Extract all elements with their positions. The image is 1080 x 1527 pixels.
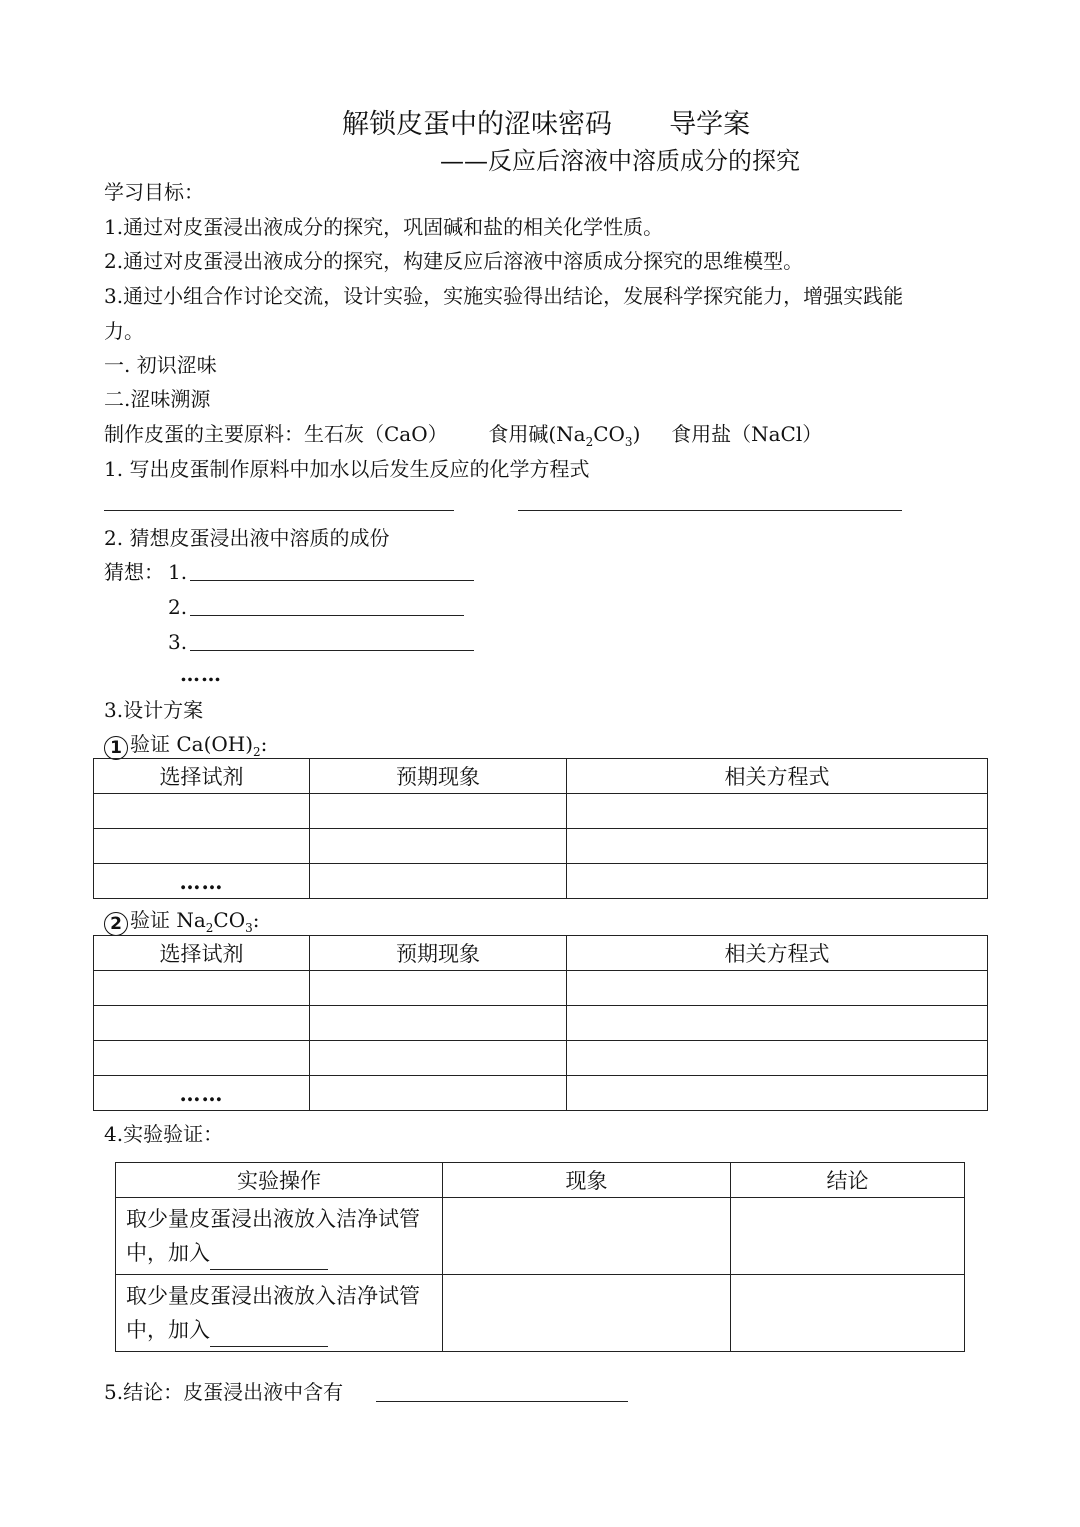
experiment-table [115, 1162, 965, 1352]
circled-number: 2 [104, 912, 128, 936]
operation-text: 取少量皮蛋浸出液放入洁净试管 [126, 1284, 420, 1308]
table-ellipsis: …… [94, 864, 310, 899]
plan2-table [93, 935, 988, 1111]
materials-cao: 制作皮蛋的主要原料：生石灰（CaO） [104, 422, 448, 446]
circled-number: 1 [104, 736, 128, 760]
objective-item: 力。 [104, 319, 144, 343]
table-ellipsis: …… [94, 1076, 310, 1111]
table-cell[interactable] [567, 971, 988, 1006]
question-5: 5.结论：皮蛋浸出液中含有 [104, 1380, 344, 1404]
table-cell[interactable] [567, 1076, 988, 1111]
objective-item: 3.通过小组合作讨论交流，设计实验，实施实验得出结论，发展科学探究能力，增强实践能 [104, 284, 904, 308]
materials-line [104, 420, 822, 456]
guess-number: 3. [168, 630, 188, 654]
table-cell[interactable] [567, 829, 988, 864]
table-cell[interactable] [310, 864, 567, 899]
table-header: 现象 [443, 1163, 731, 1198]
table-header: 预期现象 [310, 936, 567, 971]
table-header: 相关方程式 [567, 936, 988, 971]
table-cell[interactable] [310, 1076, 567, 1111]
table-header: 结论 [731, 1163, 965, 1198]
question-2: 2. 猜想皮蛋浸出液中溶质的成份 [104, 526, 390, 550]
table-cell[interactable] [310, 971, 567, 1006]
table-cell[interactable] [310, 1006, 567, 1041]
guess-label: 猜想： [104, 560, 164, 584]
table-cell[interactable] [567, 1041, 988, 1076]
table-cell[interactable] [94, 971, 310, 1006]
document-subtitle: ——反应后溶液中溶质成分的探究 [440, 147, 800, 175]
question-3: 3.设计方案 [104, 698, 204, 722]
objective-item: 1.通过对皮蛋浸出液成分的探究，巩固碱和盐的相关化学性质。 [104, 215, 664, 239]
table-header: 选择试剂 [94, 936, 310, 971]
table-header: 实验操作 [116, 1163, 443, 1198]
reagent-blank[interactable] [210, 1324, 328, 1347]
plan2-label: 2 验证 $Na_2CO_3$: [104, 906, 260, 942]
title-tag: 导学案 [669, 109, 751, 140]
section-heading-1: 一. 初识涩味 [104, 353, 217, 377]
plan1-table [93, 758, 988, 899]
table-cell[interactable] [94, 1006, 310, 1041]
guess-line[interactable] [190, 650, 474, 651]
answer-line[interactable] [104, 510, 454, 511]
document-title [342, 102, 750, 141]
title-text: 解锁皮蛋中的涩味密码 [342, 109, 612, 140]
materials-soda: 食用碱$(Na_2CO_3)$ [488, 422, 641, 449]
experiment-operation-cell [116, 1198, 443, 1275]
operation-text: 中，加入 [126, 1241, 210, 1265]
reagent-blank[interactable] [210, 1247, 328, 1270]
experiment-operation-cell [116, 1275, 443, 1352]
table-cell[interactable] [567, 864, 988, 899]
table-cell[interactable] [94, 829, 310, 864]
guess-line[interactable] [190, 580, 474, 581]
table-cell[interactable] [310, 794, 567, 829]
conclusion-line[interactable] [376, 1401, 628, 1402]
table-cell[interactable] [94, 1041, 310, 1076]
guess-ellipsis: …… [180, 662, 222, 686]
objectives-heading: 学习目标： [104, 180, 204, 204]
objective-item: 2.通过对皮蛋浸出液成分的探究，构建反应后溶液中溶质成分探究的思维模型。 [104, 249, 804, 273]
guess-number: 2. [168, 595, 188, 619]
table-cell[interactable] [310, 1041, 567, 1076]
table-cell[interactable] [731, 1198, 965, 1275]
table-cell[interactable] [443, 1198, 731, 1275]
table-header: 预期现象 [310, 759, 567, 794]
table-header: 相关方程式 [567, 759, 988, 794]
table-cell[interactable] [567, 794, 988, 829]
table-cell[interactable] [94, 794, 310, 829]
question-1: 1. 写出皮蛋制作原料中加水以后发生反应的化学方程式 [104, 457, 590, 481]
operation-text: 取少量皮蛋浸出液放入洁净试管 [126, 1207, 420, 1231]
question-4: 4.实验验证： [104, 1122, 224, 1146]
plan1-label: 1 验证 $Ca(OH)_2$: [104, 730, 267, 766]
section-heading-2: 二.涩味溯源 [104, 387, 211, 411]
guess-line[interactable] [190, 615, 464, 616]
table-cell[interactable] [567, 1006, 988, 1041]
answer-line[interactable] [518, 510, 902, 511]
table-cell[interactable] [443, 1275, 731, 1352]
operation-text: 中，加入 [126, 1318, 210, 1342]
materials-salt: 食用盐（NaCl） [671, 422, 823, 446]
table-cell[interactable] [731, 1275, 965, 1352]
table-header: 选择试剂 [94, 759, 310, 794]
table-cell[interactable] [310, 829, 567, 864]
guess-number: 1. [168, 560, 188, 584]
